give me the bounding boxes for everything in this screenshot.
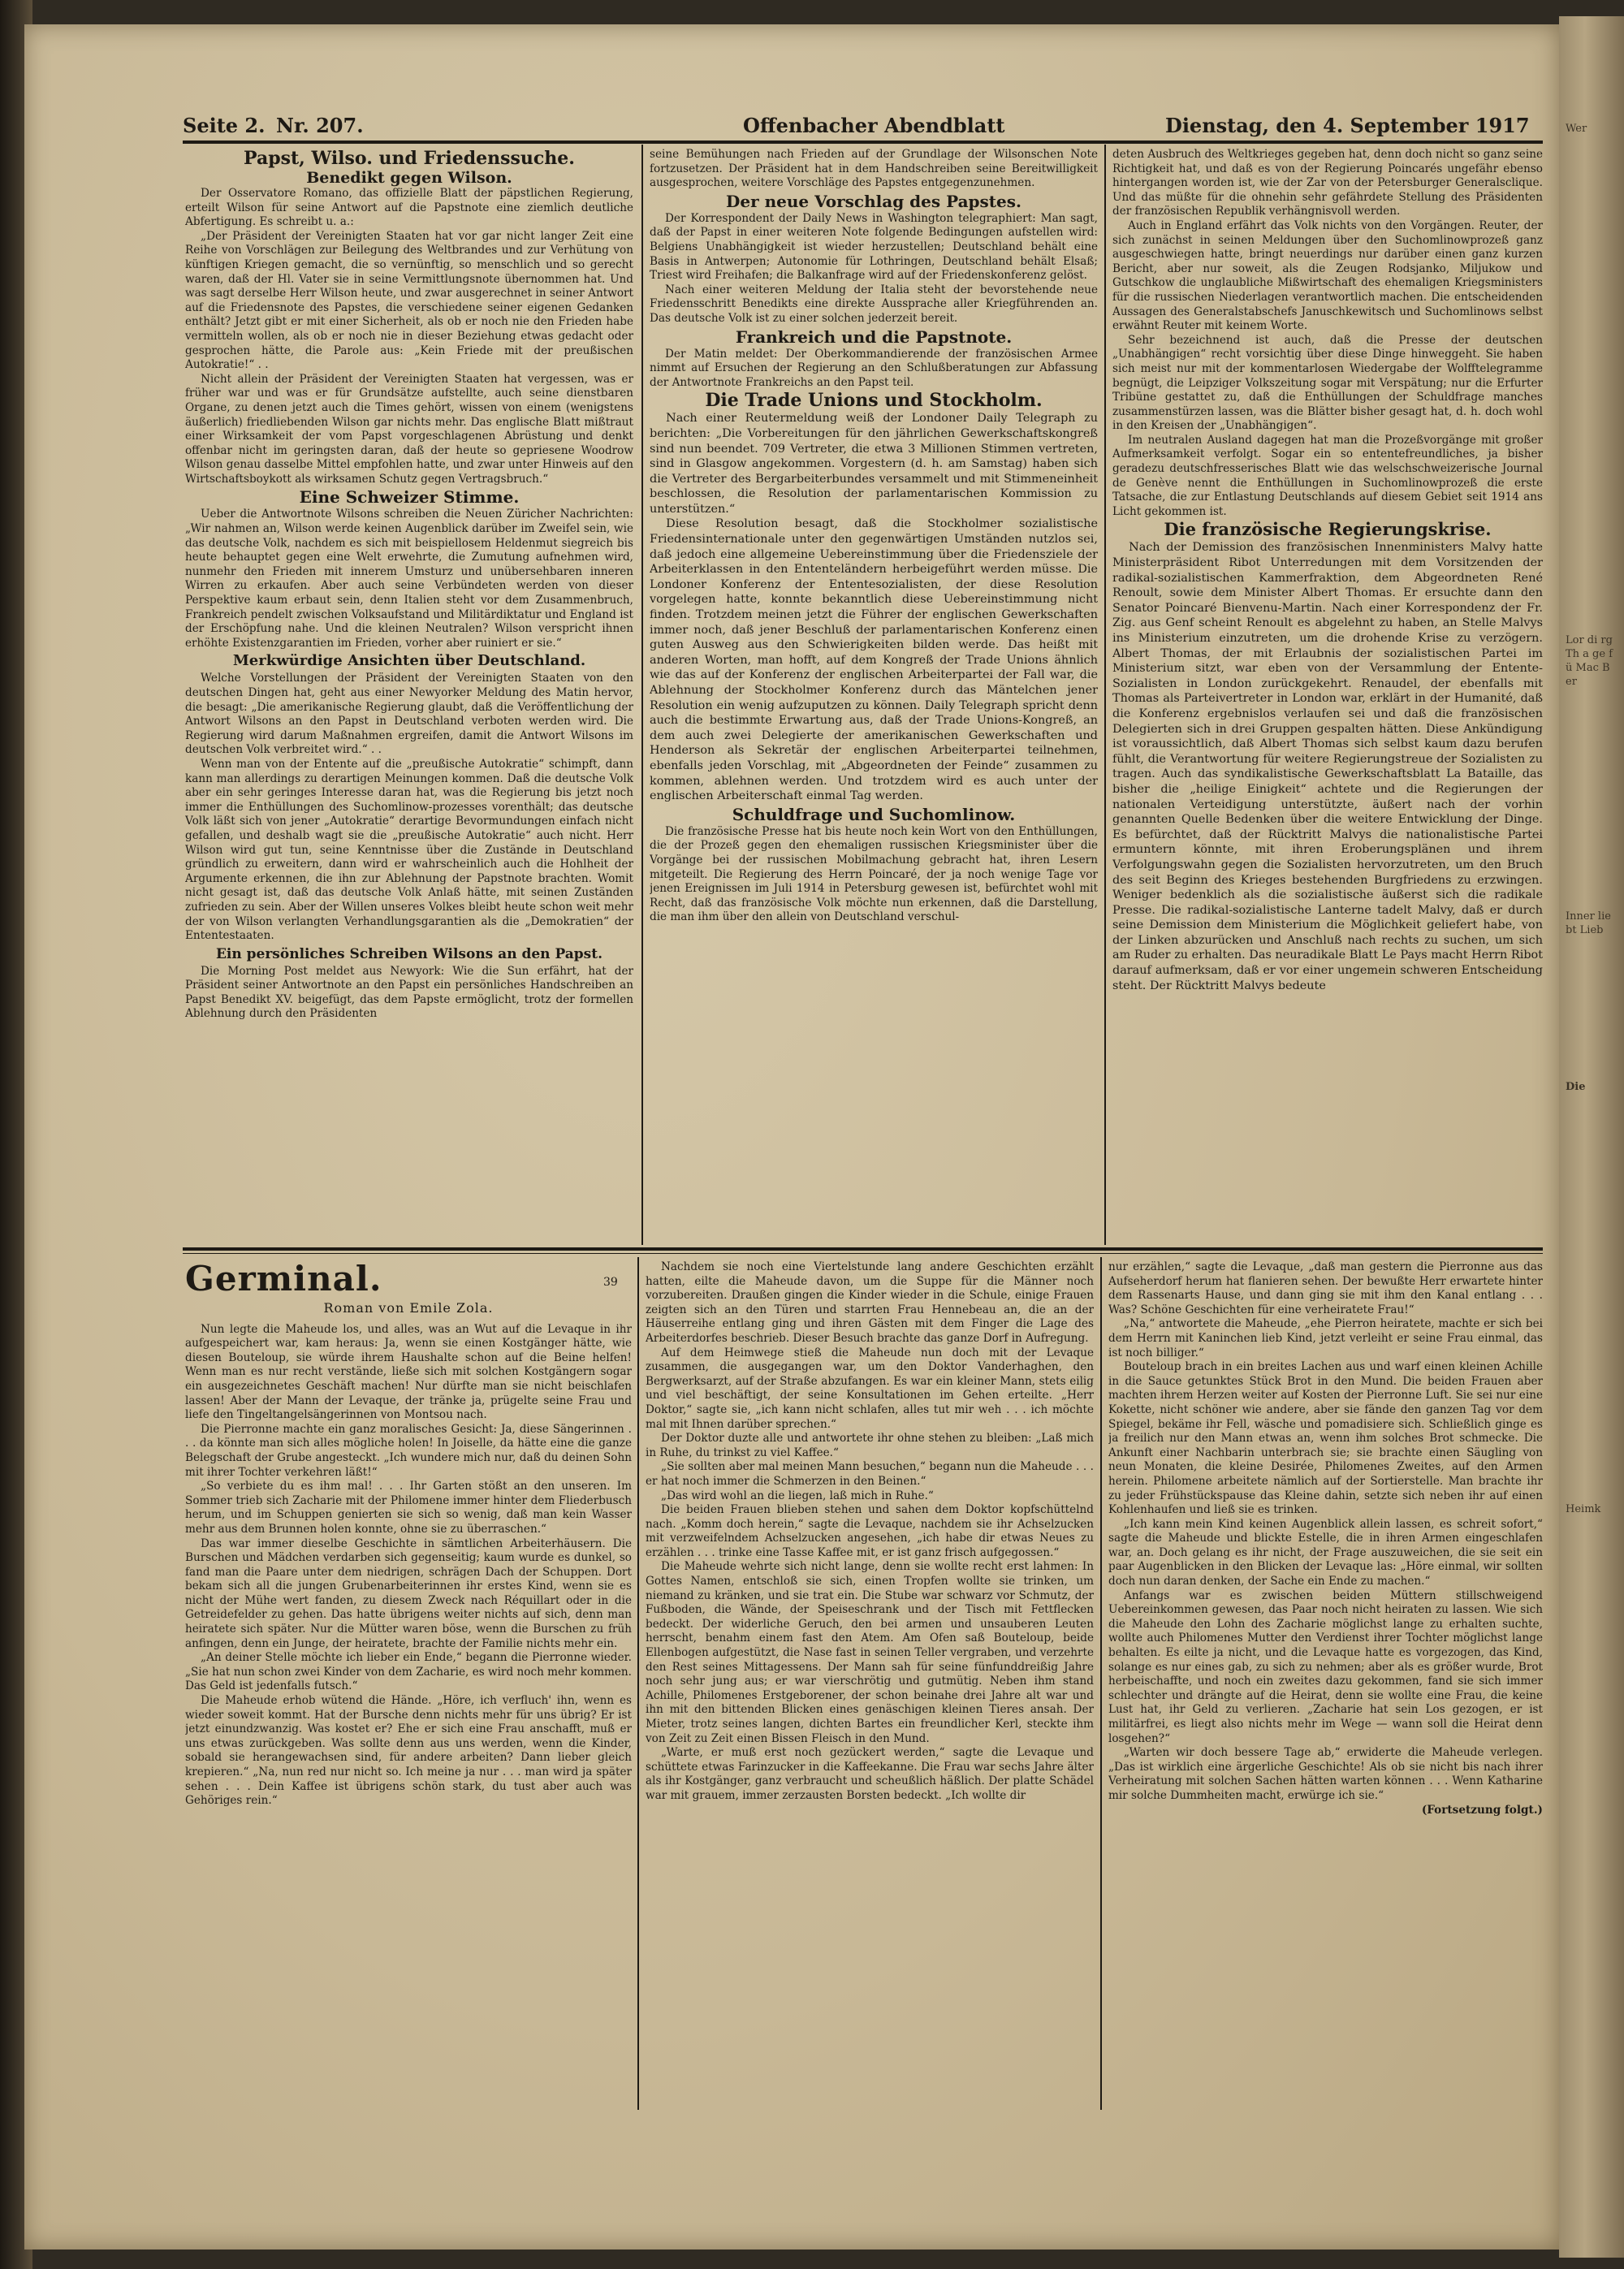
- novel-paragraph: „Ich kann mein Kind keinen Augenblick allein lassen, es schreit sofort,“ sagte die Maheude und blickte Estelle, die in ihren Armen eingeschlafen war, an. Doch gelang es ihr nicht, der Frage auszuweichen, die sie seit ein paar Augenblicken in den Blicken der Levaque las: „Höre einmal, wir sollten doch nun daran denken, der Sache ein Ende zu machen.“: [1108, 1517, 1543, 1588]
- edge-text: Wer: [1566, 123, 1587, 135]
- article-paragraph: Die Morning Post meldet aus Newyork: Wie die Sun erfährt, hat der Präsident seiner Antwortnote an den Papst ein persönliches Handschreiben an Papst Benedikt XV. beigefügt, das dem Papste ermöglicht, trotz der formellen Ablehnung durch den Präsidenten: [185, 964, 633, 1021]
- article-paragraph: Auch in England erfährt das Volk nichts von den Vorgängen. Reuter, der sich zunächst in seinen Meldungen über den Suchomlinowprozeß ganz ausgeschwiegen hatte, bringt neuerdings nur darüber einen ganz kurzen Bericht, aber nur soweit, als die Zeugen Rodsjanko, Miljukow und Gutschkow die unglaubliche Mißwirtschaft des ehemaligen Kriegsministers für die russischen Niederlagen verantwortlich machen. Die entscheidenden Aussagen des Generalstabschefs Januschkewitsch und Suchomlinows selbst erwähnt Reuter mit keinem Worte.: [1112, 218, 1543, 333]
- feuilleton-rule: [183, 1247, 1543, 1251]
- edge-text: Die: [1566, 1081, 1586, 1093]
- novel-paragraph: Die Pierronne machte ein ganz moralisches Gesicht: Ja, diese Sängerinnen . . . da könnte man sich alles mögliche holen! In Joiselle, da hätte eine die ganze Belegschaft der Grube angesteckt. „Ich wundere mich nur, daß du deinen Sohn mit ihrer Tochter verkehren läßt!“: [185, 1422, 632, 1479]
- novel-paragraph: Der Doktor duzte alle und antwortete ihr ohne stehen zu bleiben: „Laß mich in Ruhe, du trinkst zu viel Kaffee.“: [646, 1432, 1094, 1459]
- novel-paragraph: Das war immer dieselbe Geschichte in sämtlichen Arbeiterhäusern. Die Burschen und Mädchen verdarben sich gegenseitig; kaum wurde es dunkel, so fand man die Paare unter dem niedrigen, schrägen Dach der Schuppen. Dort bekam sich all die jungen Grubenarbeiterinnen ihr erstes Kind, wenn sie es nicht der Mühe wert fanden, zu diesem Zweck nach Réquillart oder in die Getreidefelder zu gehen. Das hatte übrigens weiter nichts auf sich, denn man heiratete sich später. Nur die Mütter waren böse, wenn die Burschen zu früh anfingen, denn ein Junge, der heiratete, brachte der Familie nichts mehr ein.: [185, 1536, 632, 1650]
- novel-paragraph: Die Maheude erhob wütend die Hände. „Höre, ich verfluch' ihn, wenn es wieder soweit kommt. Hat der Bursche denn nichts mehr für uns übrig? Er ist jetzt einundzwanzig. Was kostet er? Ehe er sich eine Frau anschafft, muß er uns etwas zurückgeben. Was sollte denn aus uns werden, wenn die Kinder, sobald sie herangewachsen sind, für andere arbeiten? Dann lieber gleich krepieren.“ „Na, nun red nur nicht so. Ich meine ja nur . . . man wird ja später sehen . . . Dein Kaffee ist übrigens schön stark, du tust aber auch was Gehöriges rein.“: [185, 1694, 632, 1808]
- article-paragraph: Welche Vorstellungen der Präsident der Vereinigten Staaten von den deutschen Dingen hat, geht aus einer Newyorker Meldung des Matin hervor, die besagt: „Die amerikanische Regierung glaubt, daß die Veröffentlichung der Antwort Wilsons an den Papst in Deutschland verboten werden wird. Die Regierung wird darum Maßnahmen ergreifen, damit die Antwort Wilsons im deutschen Volk verbreitet wird.“ . .: [185, 672, 633, 757]
- article-paragraph: Im neutralen Ausland dagegen hat man die Prozeßvorgänge mit großer Aufmerksamkeit verfolgt. Sogar ein so ententefreundliches, ja bisher geradezu deutschfresserisches Blatt wie das welschschweizerische Journal de Genève nennt die Enthüllungen in Suchomlinowprozeß die erste Tatsache, die zur Entlastung Deutschlands auf diesem Gebiet seit 1914 ans Licht gekommen ist.: [1112, 433, 1543, 518]
- column-divider: [1104, 145, 1106, 1245]
- novel-column-3: [1108, 1260, 1543, 2113]
- article-headline: Papst, Wilso. und Friedenssuche.: [244, 148, 575, 169]
- novel-paragraph: „Warten wir doch bessere Tage ab,“ erwiderte die Maheude verlegen. „Das ist wirklich eine ärgerliche Geschichte! Als ob sie nicht bis nach ihrer Verheiratung mit solchen Sachen hätten warten können . . . Wenn Katharine mir solche Dummheiten macht, erwürge ich sie.“: [1108, 1746, 1543, 1802]
- adjacent-page-edge: [1559, 16, 1624, 2258]
- column-divider: [637, 1257, 639, 2110]
- novel-paragraph: Nun legte die Maheude los, und alles, was an Wut auf die Levaque in ihr aufgespeichert war, kam heraus: Ja, wenn sie einen Kostgänger hätte, wie diesen Bouteloup, sie würde ihrem Haushalte schon auf die Beine helfen! Wenn man es nur recht verstände, ließe sich mit solchen Kostgängern sogar ein ausgezeichnetes Geschäft machen! Nur dürfte man sie nicht beischlafen lassen! Aber der Mann der Levaque, der tränke ja, prügelte seine Frau und liefe den Tingeltangelsängerinnen von Montsou nach.: [185, 1322, 632, 1422]
- article-paragraph: Nicht allein der Präsident der Vereinigten Staaten hat vergessen, was er früher war und was er für Grundsätze aufstellte, auch seine dienstbaren Organe, zu denen jetzt auch die Times gehört, wissen von einem (wenigstens äußerlich) friedliebenden Wilson gar nichts mehr. Das englische Blatt mißtraut einer Wirksamkeit der vom Papst vorgeschlagenen Abrüstung und denkt offenbar nicht im geringsten daran, daß der heute so gepriesene Woodrow Wilson genau dasselbe Mittel empfohlen hatte, und zwar unter Hinweis auf den Wirtschaftsboykott als wirksamen Schutz gegen Vertragsbruch.“: [185, 372, 633, 486]
- novel-title: Germinal.: [185, 1260, 382, 1299]
- novel-subtitle: Roman von Emile Zola.: [323, 1300, 494, 1316]
- feuilleton-rule-thin: [183, 1253, 1543, 1254]
- edge-text: Heimk: [1566, 1503, 1601, 1515]
- column-1: [185, 148, 633, 1244]
- article-headline: Die französische Regierungskrise.: [1164, 519, 1492, 540]
- article-paragraph: Die französische Presse hat bis heute noch kein Wort von den Enthüllungen, die der Prozeß gegen den ehemaligen russischen Kriegsminister über die Vorgänge bei der russischen Mobilmachung gebracht hat, ihren Lesern mitgeteilt. Die Regierung des Herrn Poincaré, der ja noch wenige Tage vor jenen Ereignissen im Juli 1914 in Petersburg gewesen ist, befürchtet wohl mit Recht, daß das französische Volk möchte nun erkennen, daß die Darstellung, die man ihm über den allein von Deutschland verschul-: [650, 824, 1098, 924]
- article-paragraph: Ueber die Antwortnote Wilsons schreiben die Neuen Züricher Nachrichten: „Wir nahmen an, Wilson werde keinen Augenblick darüber im Zweifel sein, wie das deutsche Volk, nachdem es sich mit beispiellosem Heldenmut siegreich bis heute behauptet gegen eine Welt erwehrte, die Zumutung aufnehmen wird, nunmehr den Frieden mit innerem Umsturz und unübersehbaren inneren Wirren zu erkaufen. Aber auch seine Verbündeten werden von dieser Perspektive kaum erbaut sein, denn Italien steht vor dem Zusammenbruch, Frankreich pendelt zwischen Volksaufstand und Militärdiktatur und England ist der Erschöpfung nahe. Und die kleinen Neutralen? Wilson verspricht ihnen erhöhte Existenzgarantien im Frieden, vorher aber ruiniert er sie.“: [185, 508, 633, 650]
- novel-paragraph: Die Maheude wehrte sich nicht lange, denn sie wollte recht erst lahmen: In Gottes Namen, entschloß sie sich, einen Tropfen wollte sie trinken, um niemand zu kränken, und sie trat ein. Die Stube war schwarz vor Schmutz, der Fußboden, die Wände, der Speiseschrank und der Tisch mit Fettflecken bedeckt. Der widerliche Geruch, den bei armen und unsauberen Leuten herrscht, benahm einem fast den Atem. Am Ofen saß Bouteloup, beide Ellenbogen aufgestützt, die Nase fast in seinen Teller vergraben, und verzehrte den Rest seines Mittagessens. Der Mann sah für seine fünfunddreißig Jahre noch sehr jung aus; er war vierschrötig und gutmütig. Neben ihm stand Achille, Philomenes Erstgeborener, der schon beinahe drei Jahre alt war und ihn mit den bittenden Blicken eines genäschigen kleinen Tieres ansah. Der Mieter, trotz seines langen, dichten Bartes ein freundlicher Kerl, steckte ihm von Zeit zu Zeit einen Bissen Fleisch in den Mund.: [646, 1560, 1094, 1745]
- column-2: [650, 148, 1098, 1244]
- issue-date: Dienstag, den 4. September 1917: [1165, 114, 1530, 137]
- novel-paragraph: „Das wird wohl an die liegen, laß mich in Ruhe.“: [661, 1489, 934, 1502]
- novel-paragraph: Auf dem Heimwege stieß die Maheude nun doch mit der Levaque zusammen, die ausgegangen war, um den Doktor Vanderhaghen, den Bergwerksarzt, auf der Straße abzufangen. Es war ein kleiner Mann, stets eilig und viel beschäftigt, der seine Konsultationen im Gehen erteilte. „Herr Doktor,“ sagte sie, „ich kann nicht schlafen, alles tut mir weh . . . ich möchte mal mit Ihnen darüber sprechen.“: [646, 1346, 1094, 1431]
- article-paragraph: seine Bemühungen nach Frieden auf der Grundlage der Wilsonschen Note fortzusetzen. Der Präsident hat in dem Handschreiben seine Bereitwilligkeit ausgesprochen, weitere Vorschläge des Papstes entgegenzunehmen.: [650, 148, 1098, 190]
- novel-paragraph: „So verbiete du es ihm mal! . . . Ihr Garten stößt an den unseren. Im Sommer trieb sich Zacharie mit der Philomene immer hinter dem Fliederbusch herum, und im Schuppen genierten sie sich so wenig, daß man kein Wasser mehr aus dem Brunnen holen konnte, ohne sie zu überraschen.“: [185, 1480, 632, 1536]
- column-divider: [1100, 1257, 1102, 2110]
- article-paragraph: Sehr bezeichnend ist auch, daß die Presse der deutschen „Unabhängigen“ recht vorsichtig über diese Dinge hinweggeht. Sie haben sich meist nur mit der kommentarlosen Wiedergabe der Wolfftelegramme begnügt, die Leipziger Volkszeitung sogar mit Verspätung; nur die Erfurter Tribüne gestattet zu, daß die Enthüllungen der Schuldfrage manches zusammenstürzen lassen, was die Blätter bisher gesagt hat, d. h. doch wohl in den Kreisen der „Unabhängigen“.: [1112, 333, 1543, 433]
- novel-paragraph: Nachdem sie noch eine Viertelstunde lang andere Geschichten erzählt hatten, eilte die Maheude davon, um die Suppe für die Männer noch vorzubereiten. Draußen gingen die Kinder wieder in die Schule, einige Frauen zeigten sich an den Türen und starrten Frau Hennebeau an, die an der Häuserreihe entlang ging und ihren Gästen mit dem Finger die Lage des Arbeiterdorfes beschrieb. Dieser Besuch brachte das ganze Dorf in Aufregung.: [646, 1260, 1094, 1345]
- novel-column-1: [185, 1260, 632, 2113]
- article-headline: Schuldfrage und Suchomlinow.: [732, 804, 1016, 824]
- novel-paragraph: „Na,“ antwortete die Maheude, „ehe Pierron heiratete, machte er sich bei dem Herrn mit Kaninchen lieb Kind, jetzt verleiht er seine Frau einmal, das ist noch billiger.“: [1108, 1317, 1543, 1359]
- article-headline: Merkwürdige Ansichten über Deutschland.: [232, 652, 586, 670]
- article-paragraph: Nach einer weiteren Meldung der Italia steht der bevorstehende neue Friedensschritt Benedikts eine direkte Aussprache aller Kriegführenden an. Das deutsche Volk ist zu einer solchen jederzeit bereit.: [650, 283, 1098, 325]
- novel-column-2: [646, 1260, 1094, 2113]
- edge-text: Lor di rg Th a ge fü Mac Ber: [1566, 634, 1613, 688]
- novel-paragraph: „Warte, er muß erst noch gezückert werden,“ sagte die Levaque und schüttete etwas Farinzucker in die Kaffeekanne. Die Frau war sechs Jahre älter als ihr Kostgänger, ganz verbraucht und scheußlich häßlich. Der platte Schädel war mit grauem, immer zerzausten Borsten bedeckt. „Ich wollte dir: [646, 1746, 1094, 1802]
- column-3: [1112, 148, 1543, 1244]
- article-paragraph: Nach einer Reutermeldung weiß der Londoner Daily Telegraph zu berichten: „Die Vorbereitungen für den jährlichen Gewerkschaftskongreß sind nun beendet. 709 Vertreter, die etwa 3 Millionen Stimmen vertreten, sind in Glasgow angekommen. Vorgestern (d. h. am Samstag) haben sich die Vertreter des Bergarbeiterbundes versammelt und mit Stimmeneinheit beschlossen, die Resolution der parlamentarischen Kommission zu unterstützen.“: [650, 412, 1098, 516]
- continued-notice: (Fortsetzung folgt.): [1421, 1803, 1543, 1817]
- novel-paragraph: Anfangs war es zwischen beiden Müttern stillschweigend Uebereinkommen gewesen, das Paar noch nicht heiraten zu lassen. Wie sich die Maheude den Lohn des Zacharie möglichst lange zu erhalten suchte, wollte auch Philomenes Mutter den Verdienst ihrer Tochter möglichst lange behalten. Es eilte ja nicht, und die Levaque hatte es vorgezogen, das Kind, solange es nur eines gab, zu sich zu nehmen; aber als es größer wurde, Brot herbeischaffte, und noch ein zweites dazu gekommen, fand sie sich immer schlechter und drängte auf die Heirat, denn sie wollte eine Frau, die keine Lust hat, ihr Geld zu verlieren. „Zacharie hat sein Los gezogen, er ist militärfrei, es liegt also nichts mehr im Wege — wann soll die Heirat denn losgehen?“: [1108, 1588, 1543, 1745]
- header-rule: [183, 140, 1543, 144]
- article-paragraph: Der Korrespondent der Daily News in Washington telegraphiert: Man sagt, daß der Papst in einer weiteren Note folgende Bedingungen aufstellen wird: Belgiens Unabhängigkeit ist wieder herzustellen; Deutschland behält eine Basis in Antwerpen; Autonomie für Lothringen, Deutschland behält Elsaß; Triest wird Freihafen; die Balkanfrage wird auf der Friedenskonferenz gelöst.: [650, 211, 1098, 283]
- page-number: Seite 2.: [183, 114, 266, 137]
- novel-paragraph: „An deiner Stelle möchte ich lieber ein Ende,“ begann die Pierronne wieder. „Sie hat nun schon zwei Kinder von dem Zacharie, es wird noch mehr kommen. Das Geld ist jedenfalls futsch.“: [185, 1651, 632, 1693]
- article-paragraph: Nach der Demission des französischen Innenministers Malvy hatte Ministerpräsident Ribot Unterredungen mit dem Vorsitzenden der radikal-sozialistischen Kammerfraktion, dem Abgeordneten René Renoult, sowie dem Minister Albert Thomas. Er ersuchte dann den Senator Poincaré Bienvenu-Martin. Nach einer Korrespondenz der Fr. Zig. aus Genf scheint Renoult es abgelehnt zu haben, an Stelle Malvys ins Ministerium einzutreten, um die drohende Krise zu verzögern. Albert Thomas, der mit Erlaubnis der sozialistischen Partei im Ministerium sitzt, war eben von der Versammlung der Entente-Sozialisten in London zurückgekehrt. Renaudel, der ebenfalls mit Thomas als Parteivertreter in London war, erklärt in der Humanité, daß die Konferenz ergebnislos verlaufen sei und daß die französischen Delegierten sich in drei Gruppen gespalten hätten. Diese Ankündigung ist voraussichtlich, daß Albert Thomas sich selbst kaum dazu berufen fühlt, die Verantwortung für weitere Regierungstreue der Sozialisten zu tragen. Auch das syndikalistische Gewerkschaftsblatt La Bataille, das bisher die „heilige Einigkeit“ achtete und die Regierungen der nationalen Verteidigung unterstützte, äußert nach der vorhin genannten Quelle Bedenken über die weitere Entwicklung der Dinge. Es befürchtet, daß der Rücktritt Malvys die nationalistische Partei ermuntern könnte, mit ihren Eroberungsplänen und ihrem Verfolgungswahn gegen die Sozialisten hervorzutreten, um den Bruch des seit Beginn des Krieges bestehenden Burgfriedens zu erzwingen. Weniger bedenklich als die sozialistische äußerst sich die radikale Presse. Die radikal-sozialistische Lanterne tadelt Malvy, daß er durch seine Demission dem Ministerium die Möglichkeit geliefert habe, von der Linken abzurücken und Anschluß nach rechts zu suchen, um sich am Ruder zu erhalten. Das neuradikale Blatt Le Pays macht Herrn Ribot darauf aufmerksam, daß er vor einer ungemein schweren Entscheidung steht. Der Rücktritt Malvys bedeute: [1112, 541, 1543, 992]
- article-headline: Ein persönliches Schreiben Wilsons an den Papst.: [215, 945, 603, 962]
- article-paragraph: Der Matin meldet: Der Oberkommandierende der französischen Armee nimmt auf Ersuchen der Regierung an den Schlußberatungen zur Abfassung der Antwortnote Frankreichs an den Papst teil.: [650, 347, 1098, 389]
- article-headline: Frankreich und die Papstnote.: [735, 326, 1013, 347]
- article-headline: Eine Schweizer Stimme.: [299, 487, 520, 508]
- novel-paragraph: nur erzählen,“ sagte die Levaque, „daß man gestern die Pierronne aus das Aufseherdorf herum hat flanieren sehen. Der bewußte Herr erwartete hinter dem Rassenarts Hause, und dann ging sie mit ihm den Kanal entlang . . . Was? Schöne Geschichten für eine verheiratete Frau!“: [1108, 1260, 1543, 1316]
- novel-paragraph: Die beiden Frauen blieben stehen und sahen dem Doktor kopfschüttelnd nach. „Komm doch herein,“ sagte die Levaque, nachdem sie ihr Achselzucken mit verzweifelndem Achselzucken angesehen, „ich habe dir etwas Neues zu erzählen . . . trinke eine Tasse Kaffee mit, er ist ganz frisch aufgegossen.“: [646, 1503, 1094, 1559]
- article-paragraph: Wenn man von der Entente auf die „preußische Autokratie“ schimpft, dann kann man allerdings zu derartigen Meinungen kommen. Daß die deutsche Volk aber ein sehr geringes Interesse daran hat, was die Regierung bis jetzt noch immer die Enthüllungen des Suchomlinow-prozesses vorenthält; das deutsche Volk läßt sich von jener „Autokratie“ derartige Bevormundungen einfach nicht gefallen, und deshalb wagt sie die „preußische Autokratie“ auch nicht. Herr Wilson wird gut tun, seine Kenntnisse über die Zustände in Deutschland gründlich zu erweitern, dann wird er wahrscheinlich auch die Hohlheit der Argumente erkennen, die ihn zur Ablehnung der Papstnote brachten. Womit nicht gesagt ist, daß das deutsche Volk Anlaß hätte, mit seinen Zuständen zufrieden zu sein. Aber der Willen unseres Volkes bleibt heute schon weit mehr der von Wilson verlangten Verhandlungsgarantien als die „Demokratien“ der Ententestaaten.: [185, 757, 633, 943]
- article-paragraph: Der Osservatore Romano, das offizielle Blatt der päpstlichen Regierung, erteilt Wilson für seine Antwort auf die Papstnote eine ziemlich deutliche Abfertigung. Es schreibt u. a.:: [185, 187, 633, 229]
- article-headline: Die Trade Unions und Stockholm.: [705, 390, 1043, 412]
- installment-number: 39: [603, 1276, 618, 1289]
- article-subheadline: Benedikt gegen Wilson.: [306, 169, 512, 187]
- newspaper-name: Offenbacher Abendblatt: [743, 114, 1005, 137]
- edge-text: Inner liebt Lieb: [1566, 910, 1611, 936]
- column-divider: [641, 145, 643, 1245]
- issue-number: Nr. 207.: [276, 114, 364, 137]
- article-paragraph: deten Ausbruch des Weltkrieges gegeben hat, denn doch nicht so ganz seine Richtigkeit hat, und daß es von der Regierung Poincarés ungefähr ebenso hintergangen worden ist, wie der Zar von der Petersburger Generalsclique. Und das müßte für die ohnehin sehr gefährdete Stellung des Präsidenten der französischen Republik verhängnisvoll werden.: [1112, 148, 1543, 218]
- article-headline: Der neue Vorschlag des Papstes.: [726, 191, 1021, 211]
- article-paragraph: „Der Präsident der Vereinigten Staaten hat vor gar nicht langer Zeit eine Reihe von Vorschlägen zur Beilegung des Weltbrandes und zur Verhütung von künftigen Kriegen gemacht, die so vernünftig, so menschlich und so gerecht waren, daß der Hl. Vater sie in seine Vermittlungsnote übernommen hat. Und was sagt derselbe Herr Wilson heute, und zwar ausgerechnet in seiner Antwort auf die Friedensnote des Papstes, die verschiedene seiner eigenen Gedanken enthält? Jetzt gibt er mit einer Sicherheit, als ob er noch nie den Frieden habe vermitteln wollen, als ob er noch nie in dieser Beziehung etwas gedacht oder gesprochen hätte, die Parole aus: „Kein Friede mit der preußischen Autokratie!“ . .: [185, 229, 633, 372]
- novel-paragraph: Bouteloup brach in ein breites Lachen aus und warf einen kleinen Achille in die Sauce getunktes Stück Brot in den Mund. Die beiden Frauen aber machten ihrem Herzen weiter auf Kosten der Pierronne Luft. Sie sei nur eine Kokette, nicht schöner wie andere, aber sie fände den ganzen Tag vor dem Spiegel, bekäme ihr Fell, wäsche und pomadisiere sich. Schließlich ginge es ja freilich nur den Mann etwas an, wenn ihm solches Brot schmecke. Die Ankunft einer Nachbarin unterbrach sie; sie brachte einen Säugling von neun Monaten, die kleine Desirée, Philomenes Zweites, auf den Armen herein. Philomene arbeitete nämlich auf der Sortierstelle. Man brachte ihr zu jeder Frühstückspause das Kleine dahin, setzte sich neben ihr auf einen Kohlenhaufen und ließ sie es trinken.: [1108, 1360, 1543, 1517]
- article-paragraph: Diese Resolution besagt, daß die Stockholmer sozialistische Friedensinternationale unter den gegenwärtigen Umständen nutzlos sei, daß jedoch eine allgemeine Uebereinstimmung über die Friedensziele der Arbeiterklassen in den Ententeländern herbeigeführt werden müsse. Die Londoner Konferenz der Ententesozialisten, der diese Resolution vorgelegen hatte, konnte bekanntlich diese Uebereinstimmung nicht finden. Trotzdem meinen jetzt die Führer der englischen Gewerkschaften immer noch, daß jener Beschluß der parlamentarischen Konferenz einen guten Ausweg aus den Schwierigkeiten bilden werde. Das heißt mit anderen Worten, man hofft, auf dem Kongreß der Trade Unions ähnlich wie das auf der Konferenz der englischen Arbeiterpartei der Fall war, die Ablehnung der Stockholmer Konferenz durch das Mäntelchen jener Resolution ein wenig aufzuputzen zu können. Daily Telegraph spricht denn auch die bestimmte Erwartung aus, daß der Trade Unions-Kongreß, an dem auch zwei Delegierte der amerikanischen Gewerkschaften und Henderson als Sekretär der englischen Arbeiterpartei teilnehmen, ebenfalls jeden Vorschlag, mit „Abgeordneten der Feinde“ zusammen zu kommen, ablehnen werden. Und trotzdem wird es auch unter der englischen Arbeiterschaft einmal Tag werden.: [650, 517, 1098, 803]
- novel-paragraph: „Sie sollten aber mal meinen Mann besuchen,“ begann nun die Maheude . . . er hat noch immer die Schmerzen in den Beinen.“: [646, 1460, 1094, 1488]
